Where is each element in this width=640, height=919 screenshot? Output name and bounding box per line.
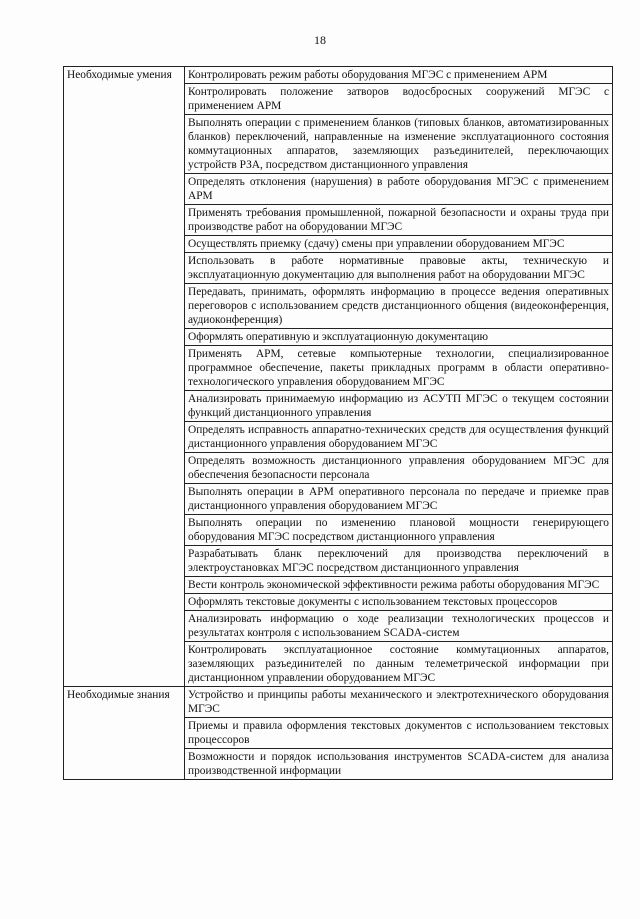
requirement-item: Разрабатывать бланк переключений для производства переключений в электроустановках МГЭС посредством дистанционного управления [185, 546, 613, 577]
requirement-item: Передавать, принимать, оформлять информацию в процессе ведения оперативных переговоров с использованием средств дистанционного общения (видеоконференция, аудиоконференция) [185, 284, 613, 329]
requirement-item: Применять требования промышленной, пожарной безопасности и охраны труда при производстве работ на оборудовании МГЭС [185, 205, 613, 236]
requirement-item: Использовать в работе нормативные правовые акты, техническую и эксплуатационную документацию для выполнения работ на оборудовании МГЭС [185, 253, 613, 284]
section-label: Необходимые умения [64, 67, 185, 687]
table-row [64, 687, 613, 718]
requirement-item: Анализировать принимаемую информацию из АСУТП МГЭС о текущем состоянии функций дистанционного управления [185, 391, 613, 422]
requirement-item: Выполнять операции по изменению плановой мощности генерирующего оборудования МГЭС посредством дистанционного управления [185, 515, 613, 546]
competency-table [63, 66, 613, 780]
requirement-item: Применять АРМ, сетевые компьютерные технологии, специализированное программное обеспечение, пакеты прикладных программ в области оперативно-технологического управления оборудованием МГЭС [185, 346, 613, 391]
requirement-item: Возможности и порядок использования инструментов SCADA-систем для анализа производственной информации [185, 749, 613, 780]
requirement-item: Оформлять оперативную и эксплуатационную документацию [185, 329, 613, 346]
table-row [64, 67, 613, 84]
requirement-item: Анализировать информацию о ходе реализации технологических процессов и результатах контроля с использованием SCADA-систем [185, 611, 613, 642]
requirement-item: Контролировать режим работы оборудования МГЭС с применением АРМ [185, 67, 613, 84]
page-number: 18 [314, 33, 326, 47]
requirement-item: Определять исправность аппаратно-технических средств для осуществления функций дистанционного управления оборудованием МГЭС [185, 422, 613, 453]
requirement-item: Вести контроль экономической эффективности режима работы оборудования МГЭС [185, 577, 613, 594]
requirement-item: Приемы и правила оформления текстовых документов с использованием текстовых процессоров [185, 718, 613, 749]
requirement-item: Осуществлять приемку (сдачу) смены при управлении оборудованием МГЭС [185, 236, 613, 253]
requirement-item: Определять возможность дистанционного управления оборудованием МГЭС для обеспечения безопасности персонала [185, 453, 613, 484]
section-label: Необходимые знания [64, 687, 185, 780]
requirement-item: Определять отклонения (нарушения) в работе оборудования МГЭС с применением АРМ [185, 174, 613, 205]
requirement-item: Выполнять операции с применением бланков (типовых бланков, автоматизированных бланков) переключений, направленные на изменение эксплуатационного состояния коммутационных аппаратов, заземляющих разъединителей, переключающих устройств РЗА, посредством дистанционного управления [185, 115, 613, 174]
requirement-item: Оформлять текстовые документы с использованием текстовых процессоров [185, 594, 613, 611]
requirement-item: Контролировать положение затворов водосбросных сооружений МГЭС с применением АРМ [185, 84, 613, 115]
requirement-item: Контролировать эксплуатационное состояние коммутационных аппаратов, заземляющих разъединителей по данным телеметрической информации при дистанционном управлении оборудованием МГЭС [185, 642, 613, 687]
requirement-item: Выполнять операции в АРМ оперативного персонала по передаче и приемке прав дистанционного управления оборудованием МГЭС [185, 484, 613, 515]
requirement-item: Устройство и принципы работы механического и электротехнического оборудования МГЭС [185, 687, 613, 718]
competency-table-body [64, 67, 613, 780]
